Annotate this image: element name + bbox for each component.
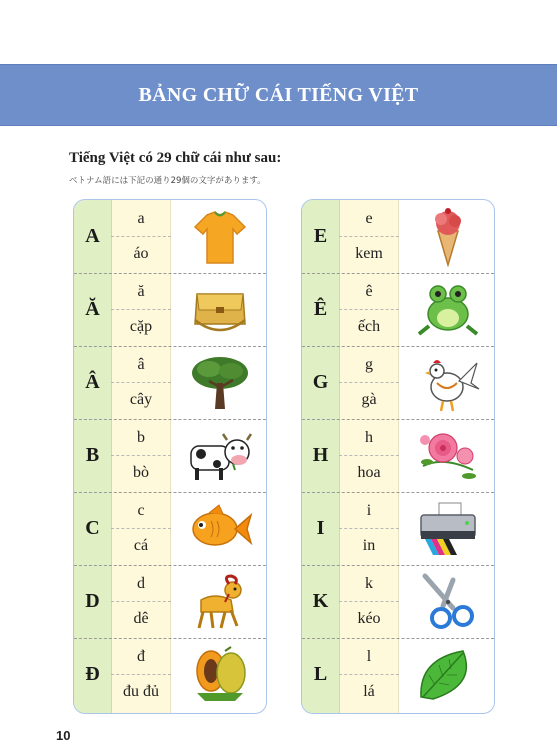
example-word: áo <box>133 245 149 262</box>
alphabet-row <box>74 565 266 638</box>
alphabet-row <box>74 638 266 711</box>
lowercase-letter: đ <box>137 648 145 665</box>
rooster-icon <box>405 349 490 416</box>
lowercase-letter: k <box>365 575 373 592</box>
alphabet-row <box>302 273 494 346</box>
alphabet-row <box>302 638 494 711</box>
bag-icon <box>177 276 262 343</box>
example-word: cây <box>129 391 153 408</box>
uppercase-letter: Ê <box>313 298 328 320</box>
lowercase-letter: e <box>365 210 373 227</box>
example-word: dê <box>133 610 149 627</box>
example-word: hoa <box>357 464 381 481</box>
goat-icon <box>177 568 262 635</box>
leaf-icon <box>405 641 490 708</box>
alphabet-table-left <box>73 199 267 714</box>
lowercase-letter: h <box>365 429 373 446</box>
alphabet-table-right <box>301 199 495 714</box>
example-word: cặp <box>129 318 153 335</box>
uppercase-letter: H <box>312 444 329 466</box>
uppercase-letter: Â <box>85 371 100 393</box>
uppercase-letter: E <box>313 225 328 247</box>
example-word: gà <box>361 391 377 408</box>
title-banner <box>0 64 557 126</box>
uppercase-letter: G <box>312 371 329 393</box>
rose-icon <box>405 422 490 489</box>
example-word: ếch <box>357 318 381 335</box>
alphabet-row <box>302 346 494 419</box>
scissors-icon <box>405 568 490 635</box>
alphabet-row <box>74 273 266 346</box>
uppercase-letter: Đ <box>85 663 100 685</box>
alphabet-row <box>74 419 266 492</box>
alphabet-row <box>302 565 494 638</box>
alphabet-row <box>302 419 494 492</box>
lowercase-letter: g <box>365 356 373 373</box>
alphabet-row <box>74 200 266 273</box>
uppercase-letter: D <box>85 590 100 612</box>
tree-icon <box>177 349 262 416</box>
lowercase-letter: ă <box>137 283 145 300</box>
intro-subtitle: ベトナム語には下記の通り29個の文字があります。 <box>69 176 266 186</box>
page-title: BẢNG CHỮ CÁI TIẾNG VIỆT <box>138 83 419 106</box>
ice-cream-icon <box>405 203 490 270</box>
alphabet-row <box>302 492 494 565</box>
alphabet-row <box>74 492 266 565</box>
lowercase-letter: b <box>137 429 145 446</box>
uppercase-letter: A <box>85 225 100 247</box>
lowercase-letter: a <box>137 210 145 227</box>
uppercase-letter: C <box>85 517 100 539</box>
example-word: lá <box>363 683 375 700</box>
example-word: kem <box>355 245 383 262</box>
example-word: kéo <box>357 610 381 627</box>
page-number: 10 <box>56 728 71 743</box>
uppercase-letter: B <box>85 444 100 466</box>
papaya-icon <box>177 641 262 708</box>
uppercase-letter: Ă <box>85 298 100 320</box>
lowercase-letter: â <box>137 356 145 373</box>
intro-title: Tiếng Việt có 29 chữ cái như sau: <box>69 150 282 166</box>
lowercase-letter: i <box>366 502 372 519</box>
uppercase-letter: K <box>312 590 329 612</box>
example-word: cá <box>133 537 149 554</box>
fish-icon <box>177 495 262 562</box>
lowercase-letter: c <box>137 502 145 519</box>
example-word: bò <box>133 464 149 481</box>
lowercase-letter: d <box>137 575 145 592</box>
uppercase-letter: I <box>316 517 325 539</box>
shirt-icon <box>177 203 262 270</box>
lowercase-letter: ê <box>365 283 373 300</box>
uppercase-letter: L <box>313 663 328 685</box>
alphabet-row <box>302 200 494 273</box>
alphabet-row <box>74 346 266 419</box>
example-word: đu đủ <box>123 683 159 700</box>
frog-icon <box>405 276 490 343</box>
example-word: in <box>362 537 376 554</box>
cow-icon <box>177 422 262 489</box>
lowercase-letter: l <box>366 648 372 665</box>
printer-icon <box>405 495 490 562</box>
